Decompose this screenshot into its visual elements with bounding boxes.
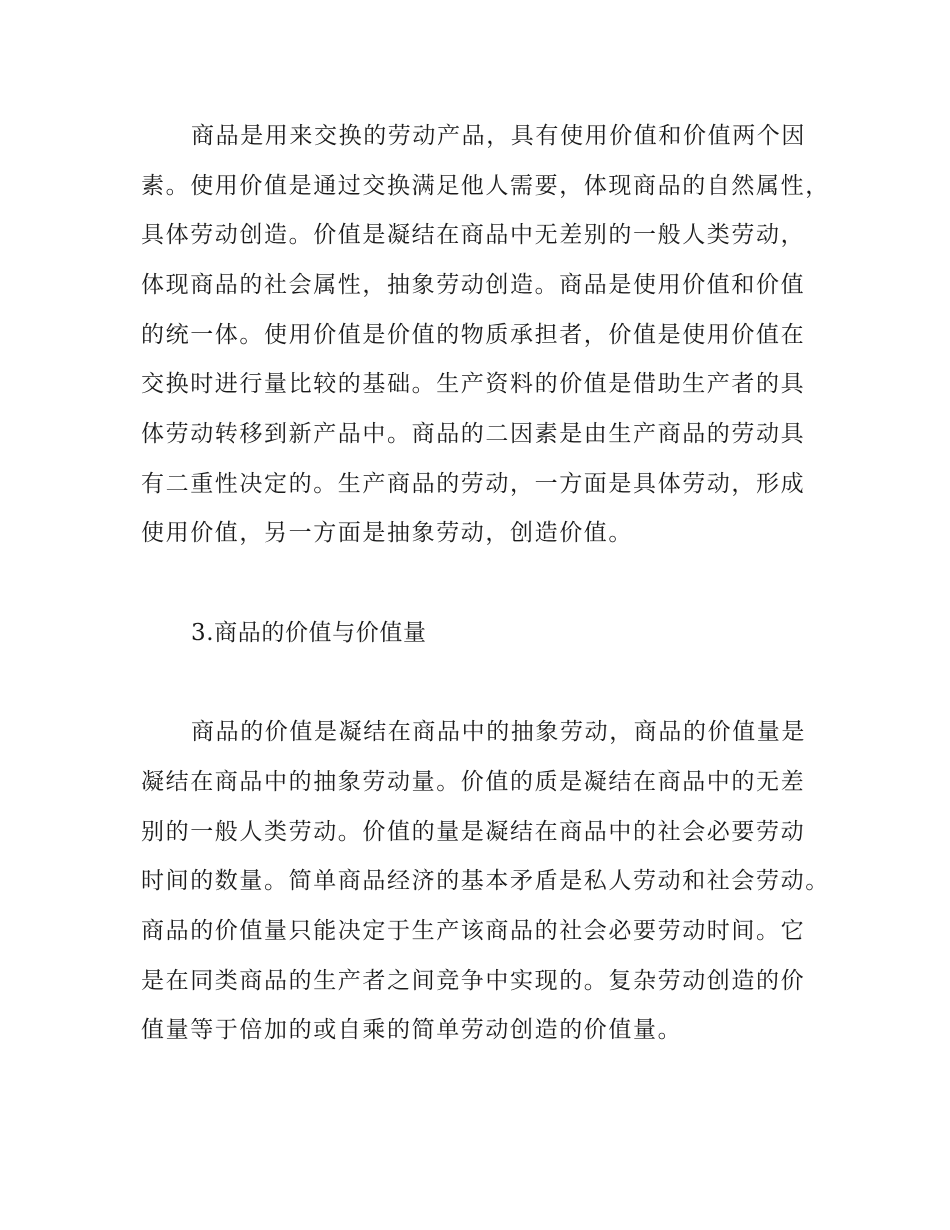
paragraph-line: 体现商品的社会属性，抽象劳动创造。商品是使用价值和价值 [141,272,806,298]
paragraph-line: 凝结在商品中的抽象劳动量。价值的质是凝结在商品中的无差 [141,769,806,795]
paragraph-line: 商品是用来交换的劳动产品，具有使用价值和价值两个因 [191,123,806,149]
paragraph-line: 别的一般人类劳动。价值的量是凝结在商品中的社会必要劳动 [141,819,806,845]
paragraph-line: 值量等于倍加的或自乘的简单劳动创造的价值量。 [141,1017,683,1043]
paragraph-line: 体劳动转移到新产品中。商品的二因素是由生产商品的劳动具 [141,421,806,447]
paragraph-line: 商品的价值量只能决定于生产该商品的社会必要劳动时间。它 [141,918,806,944]
paragraph-line: 使用价值，另一方面是抽象劳动，创造价值。 [141,520,633,546]
paragraph-line: 的统一体。使用价值是价值的物质承担者，价值是使用价值在 [141,322,806,348]
paragraph-line: 有二重性决定的。生产商品的劳动，一方面是具体劳动，形成 [141,471,806,497]
paragraph-line: 是在同类商品的生产者之间竞争中实现的。复杂劳动创造的价 [141,968,806,994]
paragraph-line: 时间的数量。简单商品经济的基本矛盾是私人劳动和社会劳动。 [141,868,830,894]
section-heading: 3.商品的价值与价值量 [191,620,427,646]
paragraph-line: 素。使用价值是通过交换满足他人需要，体现商品的自然属性， [141,173,830,199]
paragraph-line: 商品的价值是凝结在商品中的抽象劳动，商品的价值量是 [191,719,806,745]
paragraph-line: 具体劳动创造。价值是凝结在商品中无差别的一般人类劳动， [141,222,806,248]
paragraph-line: 交换时进行量比较的基础。生产资料的价值是借助生产者的具 [141,371,806,397]
